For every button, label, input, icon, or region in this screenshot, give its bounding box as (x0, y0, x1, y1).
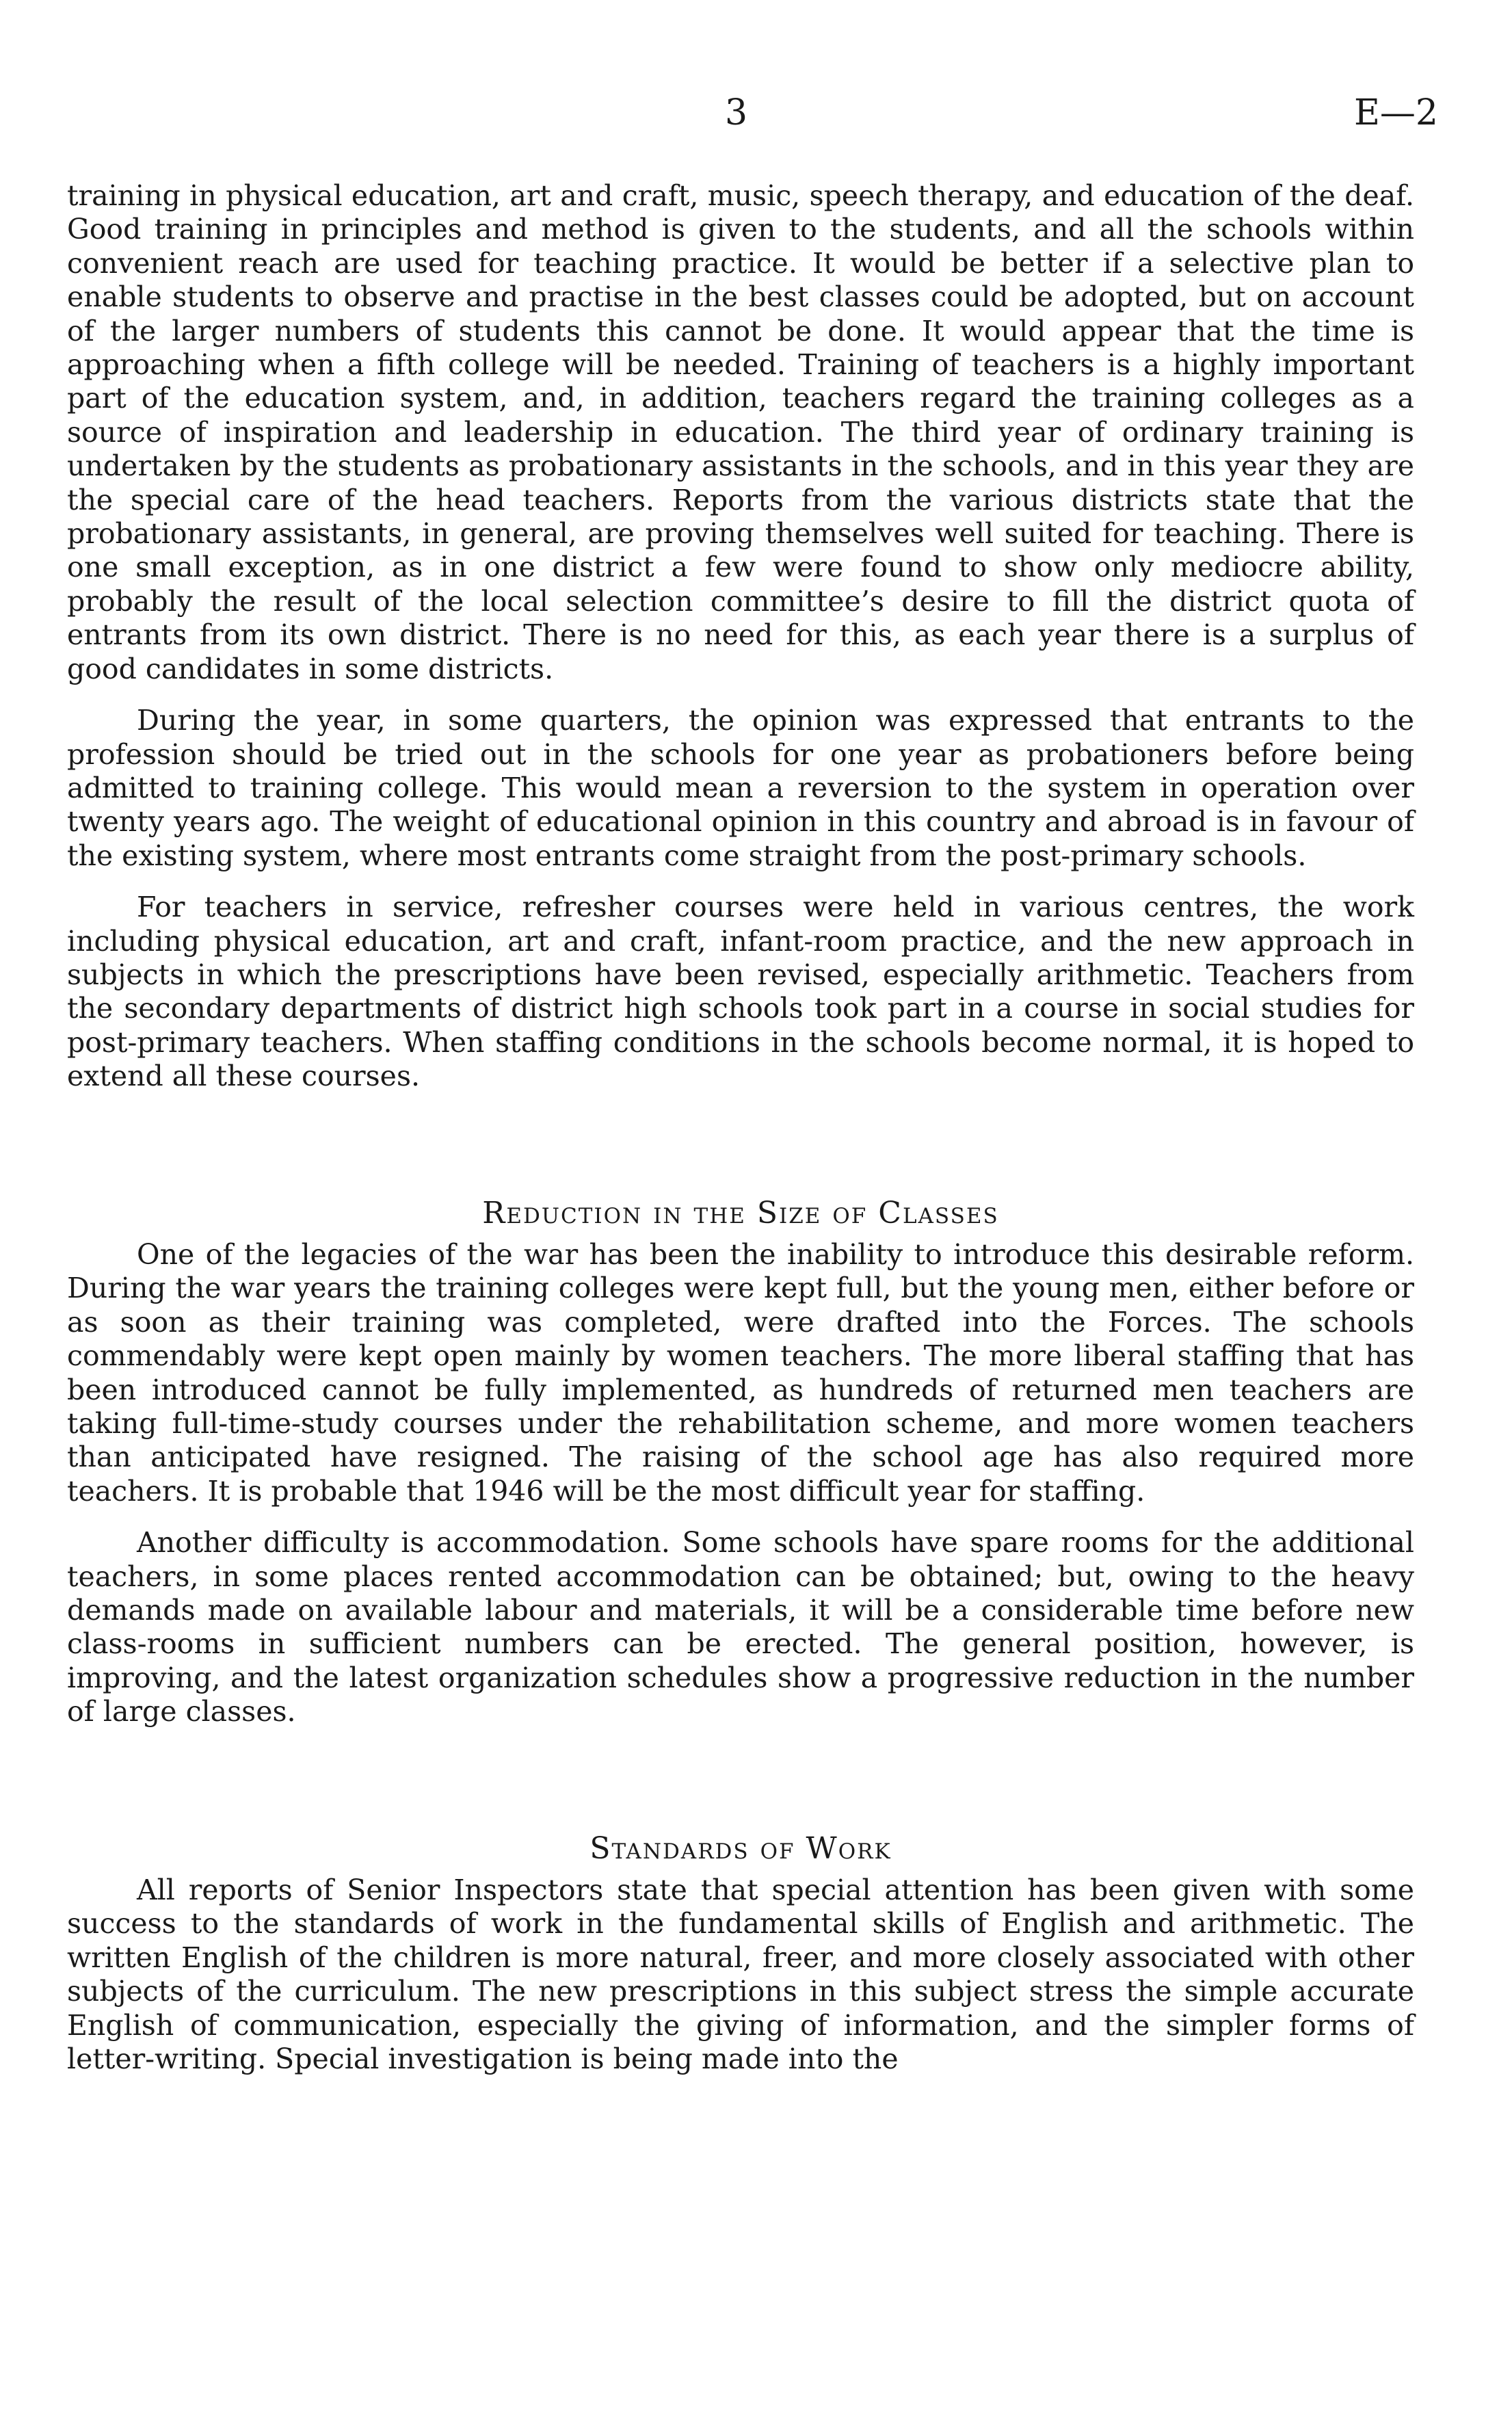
body-text (67, 179, 1414, 2077)
paragraph: For teachers in service, refresher courses were held in various centres, the work including physical education, art and craft, infant-room practice, and the new approach in subjects in which the prescriptions have been revised, especially arithmetic. Teachers from the secondary departments of district high schools took part in a course in social studies for post-primary teachers. When staffing conditions in the schools become normal, it is hoped to extend all these courses. (67, 891, 1414, 1093)
page-header (0, 82, 1512, 144)
paragraph: training in physical education, art and craft, music, speech therapy, and education of the deaf. Good training in principles and method is given to the students, and all the schools within convenient reach are used for teaching practice. It would be better if a selective plan to enable students to observe and practise in the best classes could be adopted, but on account of the larger numbers of students this cannot be done. It would appear that the time is approaching when a fifth college will be needed. Training of teachers is a highly important part of the education system, and, in addition, teachers regard the training colleges as a source of inspiration and leadership in education. The third year of ordinary training is undertaken by the students as probationary assistants in the schools, and in this year they are the special care of the head teachers. Reports from the various districts state that the probationary assistants, in general, are proving themselves well suited for teaching. There is one small exception, as in one district a few were found to show only mediocre ability, probably the result of the local selection committee’s desire to fill the district quota of entrants from its own district. There is no need for this, as each year there is a surplus of good candidates in some districts. (67, 179, 1414, 685)
paragraph: During the year, in some quarters, the opinion was expressed that entrants to the profession should be tried out in the schools for one year as probationers before being admitted to training college. This would mean a reversion to the system in operation over twenty years ago. The weight of educational opinion in this country and abroad is in favour of the existing system, where most entrants come straight from the post-primary schools. (67, 704, 1414, 872)
paragraph: One of the legacies of the war has been the inability to introduce this desirable reform. During the war years the training colleges were kept full, but the young men, either before or as soon as their training was completed, were drafted into the Forces. The schools commendably were kept open mainly by women teachers. The more liberal staffing that has been introduced cannot be fully implemented, as hundreds of returned men teachers are taking full-time-study courses under the rehabilitation scheme, and more women teachers than anticipated have resigned. The raising of the school age has also required more teachers. It is probable that 1946 will be the most difficult year for staffing. (67, 1237, 1414, 1508)
section-heading: Standards of Work (589, 1830, 892, 1866)
page-number: 3 (725, 92, 748, 133)
paragraph: All reports of Senior Inspectors state that special attention has been given with some success to the standards of work in the fundamental skills of English and arithmetic. The written English of the children is more natural, freer, and more closely associated with other subjects of the curriculum. The new prescriptions in this subject stress the simple accurate English of communication, especially the giving of information, and the simpler forms of letter-writing. Special investigation is being made into the (67, 1874, 1414, 2076)
section-heading: Reduction in the Size of Classes (482, 1195, 999, 1231)
paragraph: Another difficulty is accommodation. Some schools have spare rooms for the additional teachers, in some places rented accommodation can be obtained; but, owing to the heavy demands made on available labour and materials, it will be a considerable time before new class-rooms in sufficient numbers can be erected. The general position, however, is improving, and the latest organization schedules show a progressive reduction in the number of large classes. (67, 1526, 1414, 1729)
document-code: E—2 (1353, 92, 1438, 133)
